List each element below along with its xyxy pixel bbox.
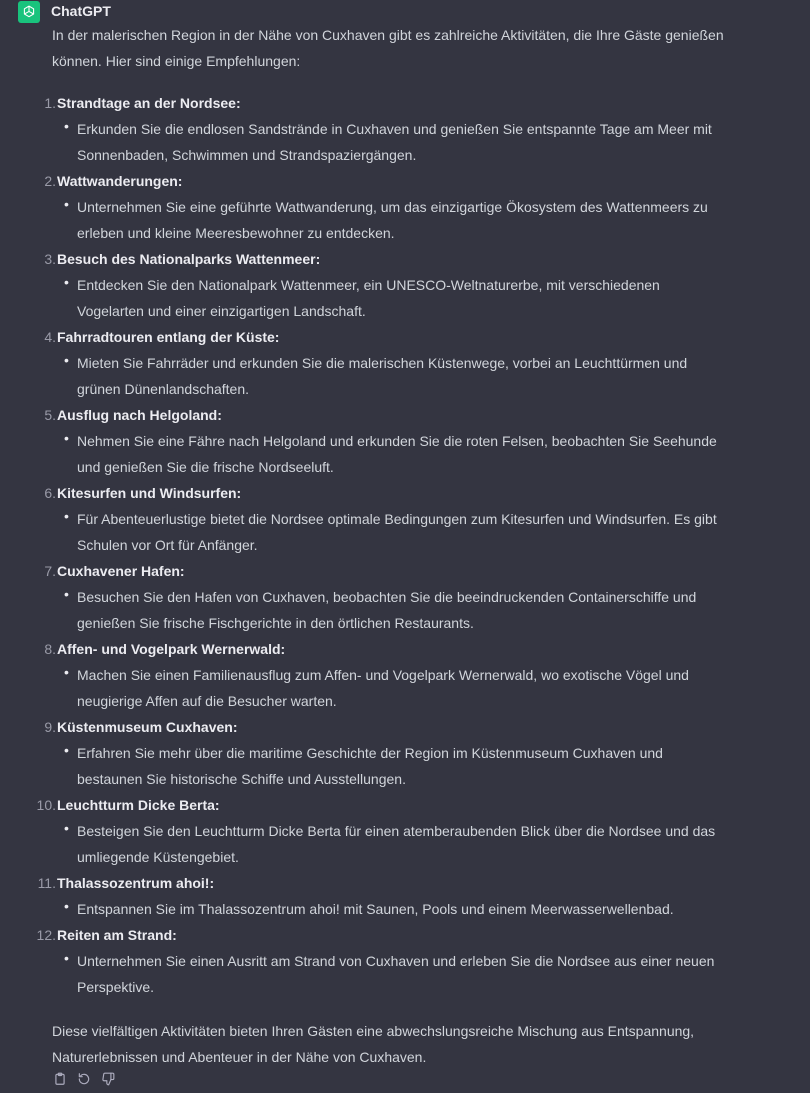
list-item (36, 922, 752, 1000)
item-number: 2. (44, 173, 56, 189)
item-number: 10. (36, 797, 56, 813)
item-title: Cuxhavener Hafen: (57, 563, 185, 579)
bullet-icon: • (64, 950, 69, 966)
list-item (44, 714, 752, 792)
item-title: Leuchtturm Dicke Berta: (57, 797, 220, 813)
item-number: 4. (44, 329, 56, 345)
sub-item (64, 948, 727, 1000)
sub-item (64, 506, 727, 558)
clipboard-icon (53, 1072, 67, 1086)
item-title: Wattwanderungen: (57, 173, 183, 189)
item-text: Unternehmen Sie einen Ausritt am Strand von Cuxhaven und erleben Sie die Nordsee aus einer neuen Perspektive. (77, 953, 715, 995)
item-number: 11. (37, 875, 56, 891)
list-item (44, 558, 752, 636)
item-number: 12. (36, 927, 56, 943)
sub-item (64, 740, 727, 792)
item-title: Reiten am Strand: (57, 927, 177, 943)
item-title: Strandtage an der Nordsee: (57, 95, 241, 111)
bullet-icon: • (64, 898, 69, 914)
list-item (37, 870, 752, 922)
message-actions (52, 1071, 116, 1087)
dislike-button[interactable] (100, 1071, 116, 1087)
list-item (44, 324, 752, 402)
sub-item (64, 116, 727, 168)
item-number: 1. (44, 95, 56, 111)
item-text: Besuchen Sie den Hafen von Cuxhaven, beobachten Sie die beeindruckenden Containerschiffe und genießen Sie frische Fischgerichte in den örtlichen Restaurants. (77, 589, 697, 631)
list-item (44, 636, 752, 714)
item-title: Ausflug nach Helgoland: (57, 407, 222, 423)
thumbs-down-icon (101, 1072, 115, 1086)
list-item (44, 90, 752, 168)
item-text: Nehmen Sie eine Fähre nach Helgoland und erkunden Sie die roten Felsen, beobachten Sie Seehunde und genießen Sie die frische Nordseeluft. (77, 433, 717, 475)
item-number: 9. (44, 719, 56, 735)
item-text: Besteigen Sie den Leuchtturm Dicke Berta für einen atemberaubenden Blick über die Nordsee und das umliegende Küstengebiet. (77, 823, 716, 865)
list-item (36, 792, 752, 870)
sub-item (64, 896, 727, 922)
list-item (44, 168, 752, 246)
bullet-icon: • (64, 352, 69, 368)
list-item (44, 480, 752, 558)
list-item (44, 402, 752, 480)
chatgpt-avatar (18, 1, 40, 23)
item-title: Fahrradtouren entlang der Küste: (57, 329, 280, 345)
outro-paragraph: Diese vielfältigen Aktivitäten bieten Ihren Gästen eine abwechslungsreiche Mischung aus Entspannung, Naturerlebnissen und Abenteuer in der Nähe von Cuxhaven. (52, 1023, 695, 1065)
item-title: Küstenmuseum Cuxhaven: (57, 719, 238, 735)
bullet-icon: • (64, 820, 69, 836)
recommendation-list (36, 90, 752, 1000)
item-title: Besuch des Nationalparks Wattenmeer: (57, 251, 321, 267)
bullet-icon: • (64, 274, 69, 290)
sub-item (64, 272, 727, 324)
item-text: Unternehmen Sie eine geführte Wattwanderung, um das einzigartige Ökosystem des Wattenmeers zu erleben und kleine Meeresbewohner zu entdecken. (77, 199, 708, 241)
intro-paragraph: In der malerischen Region in der Nähe von Cuxhaven gibt es zahlreiche Aktivitäten, die Ihre Gäste genießen können. Hier sind einige Empfehlungen: (52, 27, 724, 69)
item-text: Erkunden Sie die endlosen Sandstrände in Cuxhaven und genießen Sie entspannte Tage am Meer mit Sonnenbaden, Schwimmen und Strandspaziergängen. (77, 121, 712, 163)
item-title: Thalassozentrum ahoi!: (57, 875, 215, 891)
bullet-icon: • (64, 508, 69, 524)
bullet-icon: • (64, 586, 69, 602)
refresh-icon (77, 1072, 91, 1086)
item-number: 7. (44, 563, 56, 579)
sub-item (64, 350, 727, 402)
list-item (44, 246, 752, 324)
item-text: Mieten Sie Fahrräder und erkunden Sie die malerischen Küstenwege, vorbei an Leuchttürmen und grünen Dünenlandschaften. (77, 355, 688, 397)
item-number: 5. (44, 407, 56, 423)
sub-item (64, 662, 727, 714)
item-number: 3. (44, 251, 56, 267)
openai-logo-icon (21, 4, 37, 20)
sub-item (64, 194, 727, 246)
item-number: 8. (44, 641, 56, 657)
sender-name: ChatGPT (51, 3, 111, 19)
sub-item (64, 428, 727, 480)
bullet-icon: • (64, 430, 69, 446)
regenerate-button[interactable] (76, 1071, 92, 1087)
bullet-icon: • (64, 742, 69, 758)
item-text: Machen Sie einen Familienausflug zum Affen- und Vogelpark Wernerwald, wo exotische Vögel und neugierige Affen auf die Besucher warten. (77, 667, 689, 709)
item-text: Entdecken Sie den Nationalpark Wattenmeer, ein UNESCO-Weltnaturerbe, mit verschiedenen Vogelarten und einer einzigartigen Landschaft. (77, 277, 660, 319)
item-title: Kitesurfen und Windsurfen: (57, 485, 242, 501)
item-text: Für Abenteuerlustige bietet die Nordsee optimale Bedingungen zum Kitesurfen und Windsurfen. Es gibt Schulen vor Ort für Anfänger. (77, 511, 717, 553)
item-number: 6. (44, 485, 56, 501)
item-text: Entspannen Sie im Thalassozentrum ahoi! mit Saunen, Pools und einem Meerwasserwellenbad. (77, 901, 674, 917)
bullet-icon: • (64, 664, 69, 680)
item-title: Affen- und Vogelpark Wernerwald: (57, 641, 286, 657)
bullet-icon: • (64, 196, 69, 212)
sub-item (64, 818, 727, 870)
item-text: Erfahren Sie mehr über die maritime Geschichte der Region im Küstenmuseum Cuxhaven und bestaunen Sie historische Schiffe und Ausstellungen. (77, 745, 663, 787)
copy-button[interactable] (52, 1071, 68, 1087)
message-content (36, 22, 752, 1070)
bullet-icon: • (64, 118, 69, 134)
sub-item (64, 584, 727, 636)
